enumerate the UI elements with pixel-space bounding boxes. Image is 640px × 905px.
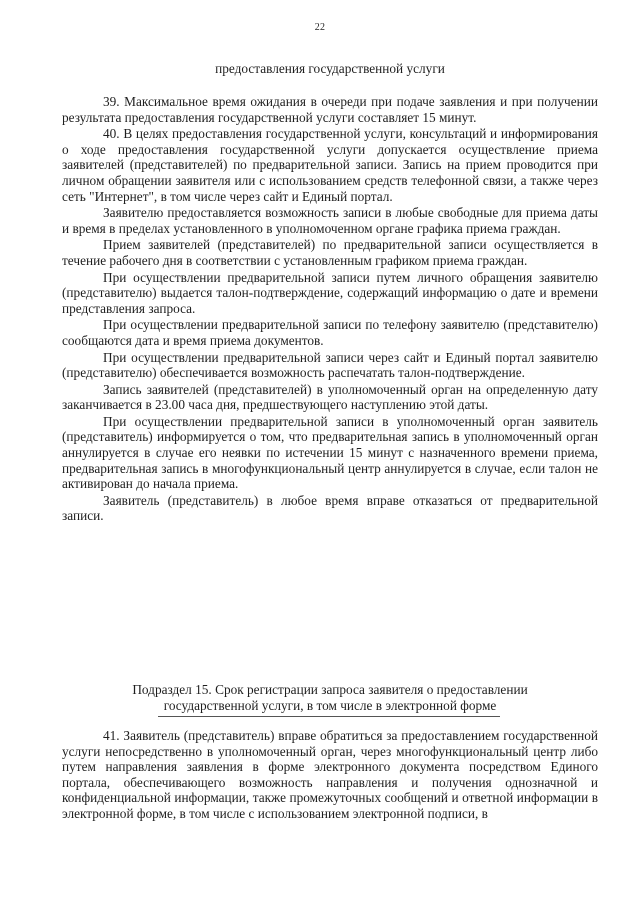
paragraph-booking-cancellation: При осуществлении предварительной записи в уполномоченный орган заявитель (представитель) информируется о том, что предварительная запись в уполномоченный орган аннулируется в случае его неявки по истечении 15 минут с назначенного времени приема, предварительная запись в многофункциональный центр аннулируется в случае, если талон не активирован до начала приема. xyxy=(62,413,598,492)
body-text-block-2 xyxy=(62,728,598,822)
section-heading-underline xyxy=(158,716,500,717)
paragraph-free-dates: Заявителю предоставляется возможность записи в любые свободные для приема даты и время в пределах установленного в уполномоченном органе графика приема граждан. xyxy=(62,205,598,236)
running-head: предоставления государственной услуги xyxy=(215,61,445,76)
section-heading-line-1: Подраздел 15. Срок регистрации запроса заявителя о предоставлении xyxy=(132,682,528,697)
paragraph-booking-deadline: Запись заявителей (представителей) в уполномоченный орган на определенную дату заканчивается в 23.00 часа дня, предшествующего наступлению этой даты. xyxy=(62,381,598,413)
page-number: 22 xyxy=(314,22,326,33)
paragraph-applicant-refusal: Заявитель (представитель) в любое время вправе отказаться от предварительной записи. xyxy=(62,492,598,524)
paragraph-portal-booking: При осуществлении предварительной записи через сайт и Единый портал заявителю (представителю) обеспечивается возможность распечатать талон-подтверждение. xyxy=(62,349,598,381)
section-heading xyxy=(100,682,560,714)
body-text-block xyxy=(62,94,598,524)
paragraph-reception-schedule: Прием заявителей (представителей) по предварительной записи осуществляется в течение рабочего дня в соответствии с установленным графиком приема граждан. xyxy=(62,237,598,268)
paragraph-personal-booking: При осуществлении предварительной записи путем личного обращения заявителю (представителю) выдается талон-подтверждение, содержащий информацию о дате и времени представления запроса. xyxy=(62,269,598,316)
section-heading-line-2: государственной услуги, в том числе в электронной форме xyxy=(163,698,497,713)
paragraph-39: 39. Максимальное время ожидания в очереди при подаче заявления и при получении результата предоставления государственной услуги составляет 15 минут. xyxy=(62,94,598,125)
paragraph-phone-booking: При осуществлении предварительной записи по телефону заявителю (представителю) сообщаются дата и время приема документов. xyxy=(62,317,598,348)
paragraph-40: 40. В целях предоставления государственной услуги, консультаций и информирования о ходе предоставления государственной услуги допускается осуществление приема заявителей (представителей) по предварительной записи. Запись на прием проводится при личном обращении заявителя или с использованием средств телефонной связи, а также через сеть "Интернет", в том числе через сайт и Единый портал. xyxy=(62,126,598,204)
paragraph-41: 41. Заявитель (представитель) вправе обратиться за предоставлением государственной услуги непосредственно в уполномоченный орган, через многофункциональный центр либо путем направления заявления в форме электронного документа посредством Единого портала, обеспечивающего возможность направления и получения однозначной и конфиденциальной информации, также промежуточных сообщений и ответной информации в электронной форме, в том числе с использованием электронной подписи, в xyxy=(62,728,598,821)
